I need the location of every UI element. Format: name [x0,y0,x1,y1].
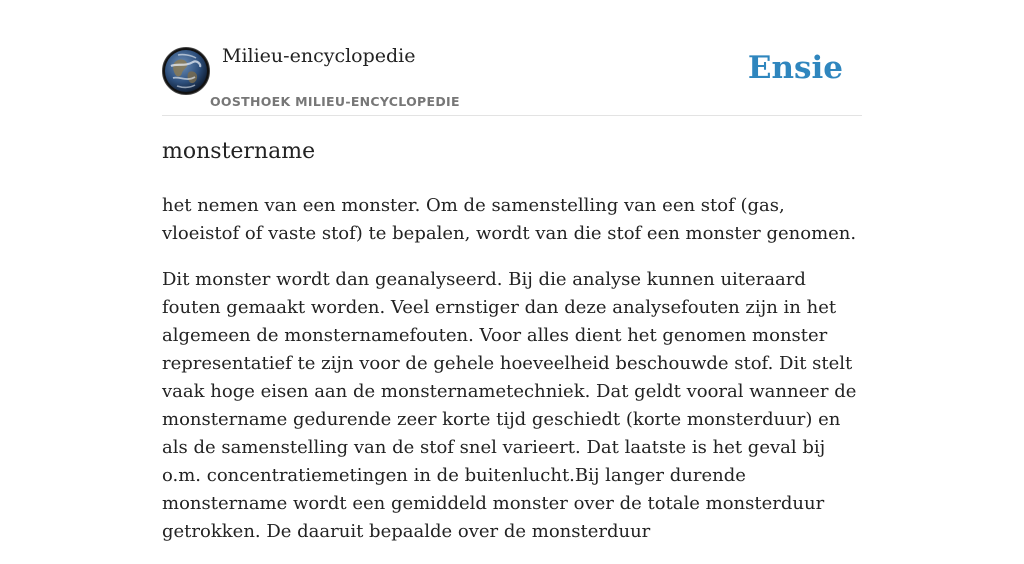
entry-paragraph: het nemen van een monster. Om de samenstelling van een stof (gas, vloeistof of vaste stof) te bepalen, wordt van die stof een monster genomen. [162,195,857,244]
site-title-link[interactable]: Milieu-encyclopedie [222,45,416,67]
site-subtitle: OOSTHOEK MILIEU-ENCYCLOPEDIE [210,94,460,109]
earth-globe-icon[interactable] [162,47,210,95]
page [162,0,862,542]
entry-body [162,192,862,564]
ensie-brand-logo[interactable]: Ensie [747,50,843,86]
site-header [162,0,862,116]
entry-paragraph: Dit monster wordt dan geanalyseerd. Bij die analyse kunnen uiteraard fouten gemaakt worden. Veel ernstiger dan deze analysefouten zijn in het algemeen de monsternamefouten. Voor alles dient het genomen monster representatief te zijn voor de gehele hoeveelheid beschouwde stof. Dit stelt vaak hoge eisen aan de monsternametechniek. Dat geldt vooral wanneer de monstername gedurende zeer korte tijd geschiedt (korte monsterduur) en als de samenstelling van de stof snel varieert. Dat laatste is het geval bij o.m. concentratiemetingen in de buitenlucht.Bij langer durende monstername wordt een gemiddeld monster over de totale monsterduur getrokken. De daaruit bepaalde over de monsterduur [162,269,857,542]
entry-title: monstername [162,139,316,164]
